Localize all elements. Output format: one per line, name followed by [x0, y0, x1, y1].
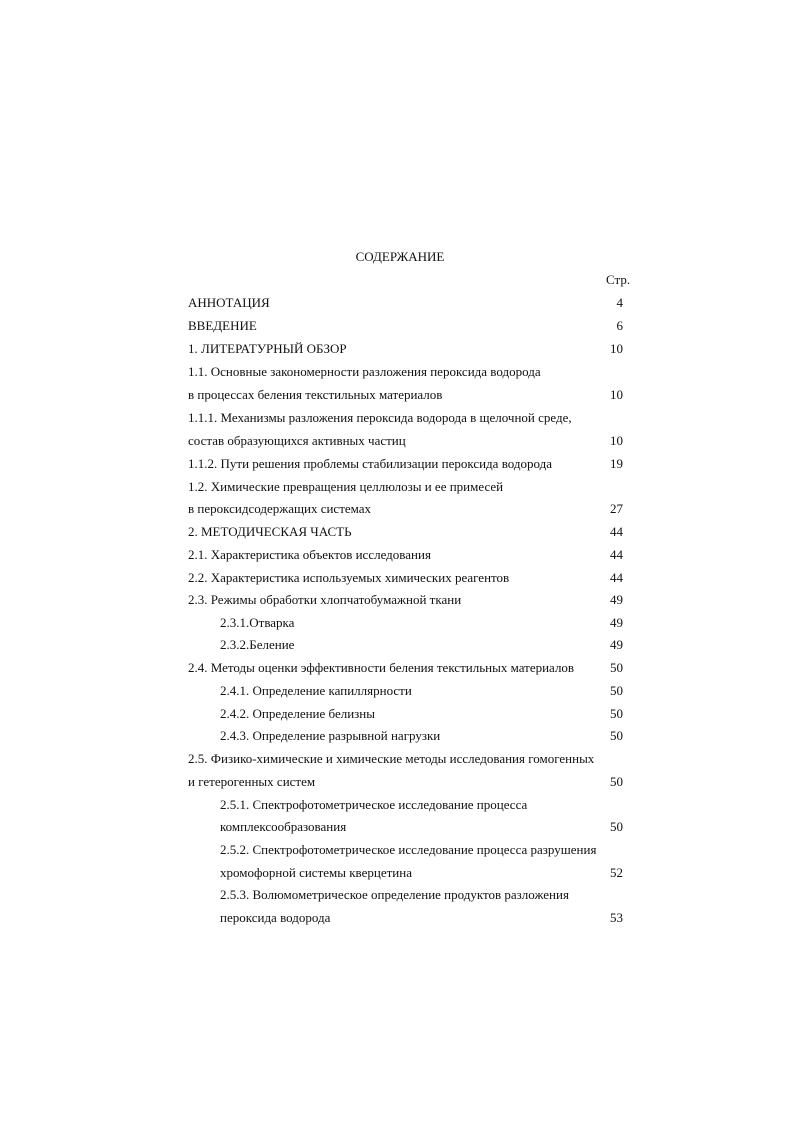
toc-entry — [188, 318, 623, 334]
toc-entry — [220, 910, 623, 926]
toc-entry-page: 50 — [610, 728, 623, 743]
toc-entry-page: 44 — [610, 547, 623, 562]
toc-entry-text: 2. МЕТОДИЧЕСКАЯ ЧАСТЬ — [188, 524, 352, 539]
toc-entry-text: 2.5.3. Волюмометрическое определение продуктов разложения — [220, 887, 569, 902]
toc-entry — [188, 364, 623, 380]
toc-entry-page — [599, 887, 623, 903]
toc-entry-page: 49 — [610, 637, 623, 652]
toc-entry — [220, 819, 623, 835]
toc-entry — [220, 615, 623, 631]
toc-entry-text: 2.4.1. Определение капиллярности — [220, 683, 412, 698]
toc-entry — [188, 295, 623, 311]
toc-entry-page: 10 — [610, 341, 623, 356]
toc-entry-text: 2.2. Характеристика используемых химических реагентов — [188, 570, 510, 585]
toc-entry-text: 2.1. Характеристика объектов исследования — [188, 547, 431, 562]
toc-entry — [220, 683, 623, 699]
toc-entry-page: 49 — [610, 592, 623, 607]
toc-entry-text: 1.1. Основные закономерности разложения пероксида водорода — [188, 364, 541, 379]
toc-entry-page — [599, 364, 623, 380]
toc-entry-text: в процессах беления текстильных материалов — [188, 387, 443, 402]
toc-entry — [188, 547, 623, 563]
toc-entry-page: 27 — [610, 501, 623, 516]
toc-entry-text: и гетерогенных систем — [188, 774, 316, 789]
toc-entry — [188, 387, 623, 403]
toc-entry — [188, 592, 623, 608]
toc-entry-page: 50 — [610, 774, 623, 789]
toc-entry-text: 2.3.1.Отварка — [220, 615, 295, 630]
toc-entry-text: АННОТАЦИЯ — [188, 295, 270, 310]
toc-entry — [188, 456, 623, 472]
toc-entry-page: 50 — [610, 683, 623, 698]
toc-entry — [188, 479, 623, 495]
toc-entry — [220, 887, 623, 903]
toc-entry — [220, 865, 623, 881]
toc-entry — [220, 797, 623, 813]
toc-entry — [188, 524, 623, 540]
toc-entry-page: 44 — [610, 524, 623, 539]
toc-entry-page: 50 — [610, 819, 623, 834]
toc-entry-page: 53 — [610, 910, 623, 925]
toc-entry-text: 2.3.2.Беление — [220, 637, 295, 652]
toc-entry — [220, 842, 623, 858]
toc-entry-page — [599, 842, 623, 858]
toc-entry-page: 49 — [610, 615, 623, 630]
toc-entry — [188, 501, 623, 517]
toc-entry-page: 50 — [610, 660, 623, 675]
toc-entry-page: 10 — [610, 433, 623, 448]
toc-entry-text: 1.2. Химические превращения целлюлозы и ее примесей — [188, 479, 504, 494]
toc-entry-page: 19 — [610, 456, 623, 471]
toc-entry-text: хромофорной системы кверцетина — [220, 865, 412, 880]
toc-entry — [188, 660, 623, 676]
toc-entry-page: 50 — [610, 706, 623, 721]
page-column-header: Стр. — [606, 272, 631, 287]
toc-entry-page: 52 — [610, 865, 623, 880]
toc-entry-page: 10 — [610, 387, 623, 402]
toc-entry — [220, 728, 623, 744]
toc-entry — [188, 751, 623, 767]
toc-entry-text: комплексообразования — [220, 819, 347, 834]
page-title: СОДЕРЖАНИЕ — [355, 249, 445, 264]
toc-entry-text: состав образующихся активных частиц — [188, 433, 406, 448]
toc-entry — [188, 570, 623, 586]
toc-entry — [188, 774, 623, 790]
toc-entry-page — [599, 479, 623, 495]
toc-entry-text: 2.5. Физико-химические и химические методы исследования гомогенных — [188, 751, 595, 766]
toc-entry-page: 4 — [616, 295, 623, 310]
toc-entry-page — [599, 797, 623, 813]
toc-entry-text: пероксида водорода — [220, 910, 331, 925]
toc-entry-text: в пероксидсодержащих системах — [188, 501, 372, 516]
toc-entry-page — [599, 410, 623, 426]
toc-entry — [188, 433, 623, 449]
toc-entry-text: 2.3. Режимы обработки хлопчатобумажной ткани — [188, 592, 462, 607]
toc-entry-text: ВВЕДЕНИЕ — [188, 318, 257, 333]
toc-entry-text: 2.4.3. Определение разрывной нагрузки — [220, 728, 441, 743]
toc-entry — [188, 410, 623, 426]
toc-entry-text: 2.4.2. Определение белизны — [220, 706, 376, 721]
toc-entry-page: 6 — [616, 318, 623, 333]
toc-entry-text: 2.4. Методы оценки эффективности беления текстильных материалов — [188, 660, 575, 675]
toc-entry — [220, 706, 623, 722]
toc-entry-page: 44 — [610, 570, 623, 585]
toc-entry-text: 2.5.2. Спектрофотометрическое исследование процесса разрушения — [220, 842, 597, 857]
toc-entry-text: 1.1.2. Пути решения проблемы стабилизации пероксида водорода — [188, 456, 552, 471]
toc-entry — [188, 341, 623, 357]
toc-entry-text: 2.5.1. Спектрофотометрическое исследование процесса — [220, 797, 528, 812]
toc-entry-text: 1.1.1. Механизмы разложения пероксида водорода в щелочной среде, — [188, 410, 572, 425]
toc-entry — [220, 637, 623, 653]
toc-entry-text: 1. ЛИТЕРАТУРНЫЙ ОБЗОР — [188, 341, 347, 356]
toc-entry-page — [599, 751, 623, 767]
